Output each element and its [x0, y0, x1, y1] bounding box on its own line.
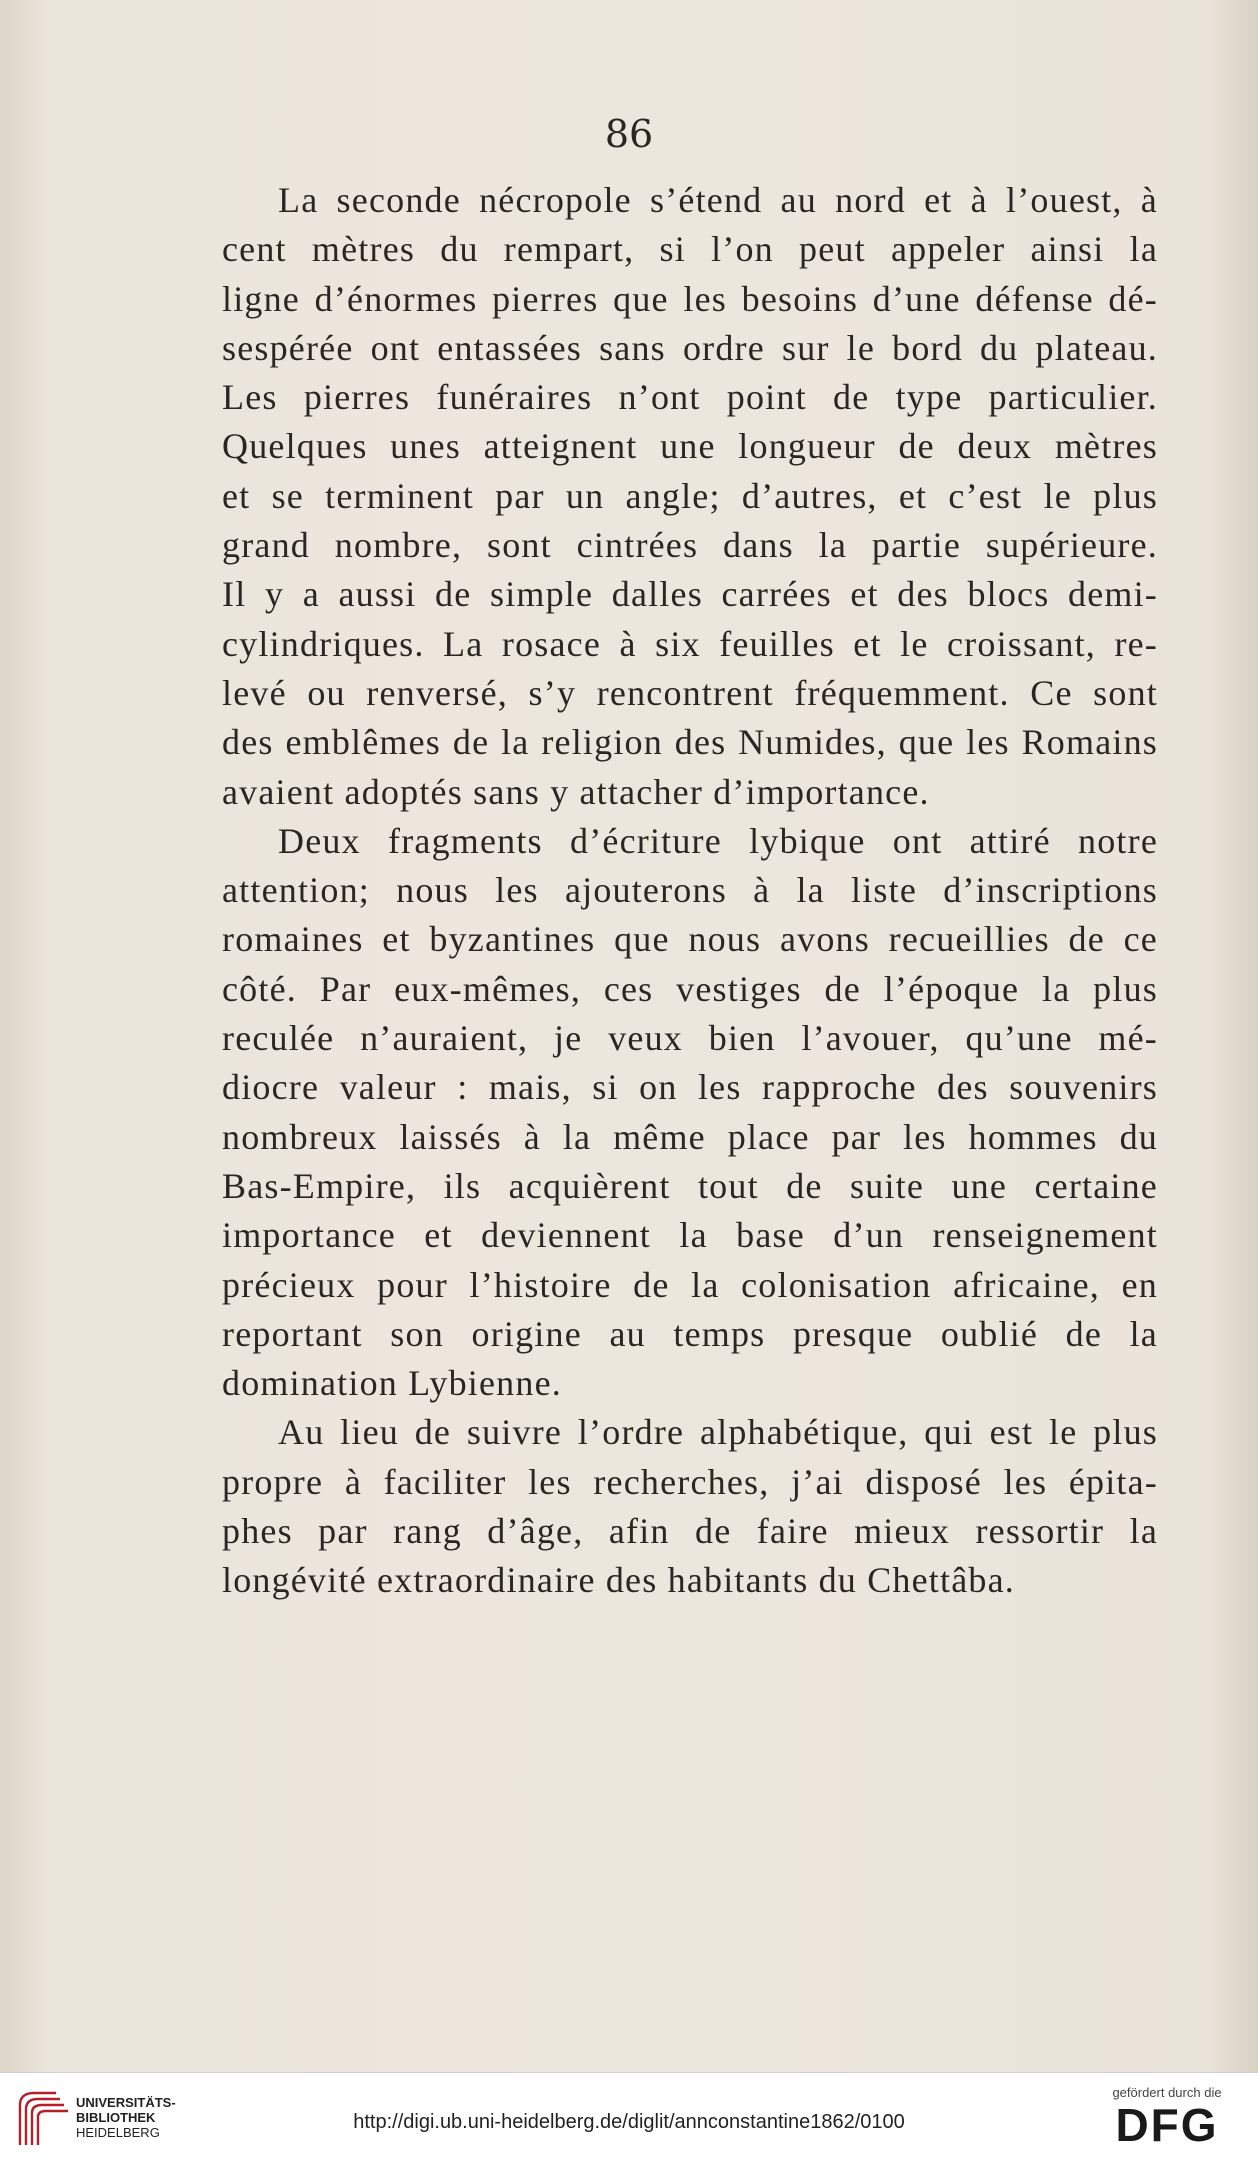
- text-line: cent mètres du rempart, si l’on peut appeler ainsi la: [222, 229, 1158, 270]
- paragraph: [222, 176, 1158, 817]
- text-line: Il y a aussi de simple dalles carrées et des blocs demi-: [222, 574, 1158, 615]
- text-line: reculée n’auraient, je veux bien l’avouer, qu’une mé-: [222, 1018, 1158, 1059]
- text-line: importance et deviennent la base d’un renseignement: [222, 1215, 1158, 1256]
- text-line: romaines et byzantines que nous avons recueillies de ce: [222, 919, 1158, 960]
- library-line-1: UNIVERSITÄTS-: [76, 2095, 176, 2110]
- funding-caption: gefördert durch die: [1112, 2085, 1222, 2100]
- body-text: [222, 176, 1158, 1606]
- library-line-3: HEIDELBERG: [76, 2125, 160, 2140]
- text-line: cylindriques. La rosace à six feuilles et le croissant, re-: [222, 623, 1158, 664]
- text-line: sespérée ont entassées sans ordre sur le bord du plateau.: [222, 327, 1158, 368]
- text-line: Quelques unes atteignent une longueur de deux mètres: [222, 426, 1158, 467]
- text-line: domination Lybienne.: [222, 1363, 562, 1404]
- funding-block: [1092, 2085, 1242, 2150]
- text-line: La seconde nécropole s’étend au nord et à l’ouest, à: [278, 180, 1158, 220]
- paragraph: [222, 817, 1158, 1409]
- text-line: levé ou renversé, s’y rencontrent fréquemment. Ce sont: [222, 672, 1158, 713]
- library-line-2: BIBLIOTHEK: [76, 2110, 156, 2125]
- text-line: des emblêmes de la religion des Numides, que les Romains: [222, 722, 1158, 763]
- text-line: Bas-Empire, ils acquièrent tout de suite une certaine: [222, 1165, 1158, 1206]
- text-line: reportant son origine au temps presque oublié de la: [222, 1313, 1158, 1354]
- text-line: précieux pour l’histoire de la colonisation africaine, en: [222, 1264, 1158, 1305]
- permalink-url[interactable]: http://digi.ub.uni-heidelberg.de/diglit/annconstantine1862/0100: [353, 2111, 905, 2133]
- text-line: et se terminent par un angle; d’autres, et c’est le plus: [222, 475, 1158, 516]
- page-number: 86: [604, 112, 654, 156]
- text-line: côté. Par eux-mêmes, ces vestiges de l’époque la plus: [222, 968, 1158, 1009]
- text-line: grand nombre, sont cintrées dans la partie supérieure.: [222, 525, 1158, 566]
- text-line: nombreux laissés à la même place par les hommes du: [222, 1116, 1158, 1157]
- text-line: avaient adoptés sans y attacher d’importance.: [222, 771, 930, 812]
- text-line: Au lieu de suivre l’ordre alphabétique, qui est le plus: [278, 1412, 1158, 1453]
- text-line: attention; nous les ajouterons à la liste d’inscriptions: [222, 870, 1158, 911]
- text-line: Les pierres funéraires n’ont point de type particulier.: [222, 377, 1158, 418]
- footer-bar: [0, 2072, 1258, 2163]
- dfg-logo: DFG: [1115, 2099, 1219, 2151]
- text-line: propre à faciliter les recherches, j’ai disposé les épita-: [222, 1461, 1158, 1502]
- text-line: longévité extraordinaire des habitants du Chettâba.: [222, 1560, 1015, 1601]
- paragraph: [222, 1408, 1158, 1605]
- text-line: ligne d’énormes pierres que les besoins d’une défense dé-: [222, 278, 1158, 319]
- text-line: phes par rang d’âge, afin de faire mieux ressortir la: [222, 1511, 1158, 1552]
- text-line: Deux fragments d’écriture lybique ont attiré notre: [278, 820, 1158, 861]
- text-line: diocre valeur : mais, si on les rapproche des souvenirs: [222, 1067, 1158, 1108]
